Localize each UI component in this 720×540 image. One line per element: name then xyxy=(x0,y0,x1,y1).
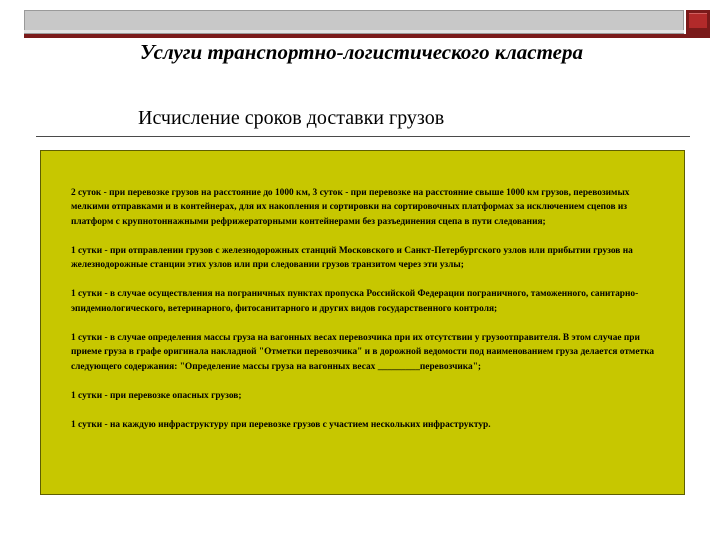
subtitle-divider xyxy=(36,136,690,137)
paragraph-2: 1 сутки - при отправлении грузов с железнодорожных станций Московского и Санкт-Петербургского узлов или прибытии грузов на железнодорожные станции этих узлов или при следовании грузов транзитом через эти узлы; xyxy=(71,245,633,271)
paragraph-6: 1 сутки - на каждую инфраструктуру при перевозке грузов с участием нескольких инфраструктур. xyxy=(71,420,491,431)
paragraph-3: 1 сутки - в случае осуществления на пограничных пунктах пропуска Российской Федерации пограничного, таможенного, санитарно-эпидемиологического, ветеринарного, фитосанитарного и других видов государственного контроля; xyxy=(71,289,639,314)
paragraph-1: 2 суток - при перевозке грузов на расстояние до 1000 км, 3 суток - при перевозке на расстояние свыше 1000 км грузов, перевозимых мелкими отправками и в контейнерах, для их накопления и сортировки на сортировочных платформах за исключением сцепов из платформ с крупнотоннажными рефрижераторными контейнерами без разъединения сцепа в пути следования; xyxy=(71,188,630,227)
top-decor-shade xyxy=(24,30,684,33)
paragraph-4: 1 сутки - в случае определения массы груза на вагонных весах перевозчика при их отсутствии у грузоотправителя. В этом случае при приеме груза в графе оригинала накладной "Отметки перевозчика" и в дорожной ведомости под наименованием груза делается отметка следующего содержания: "Определение массы груза на вагонных весах _________перевозчика"; xyxy=(71,333,655,372)
corner-accent-block xyxy=(686,10,710,38)
slide-title: Услуги транспортно-логистического кластера xyxy=(140,40,583,64)
corner-accent-inner xyxy=(689,13,707,28)
content-text xyxy=(71,186,667,448)
slide-subtitle: Исчисление сроков доставки грузов xyxy=(138,107,445,129)
top-accent-line xyxy=(24,34,710,38)
paragraph-5: 1 сутки - при перевозке опасных грузов; xyxy=(71,390,242,401)
